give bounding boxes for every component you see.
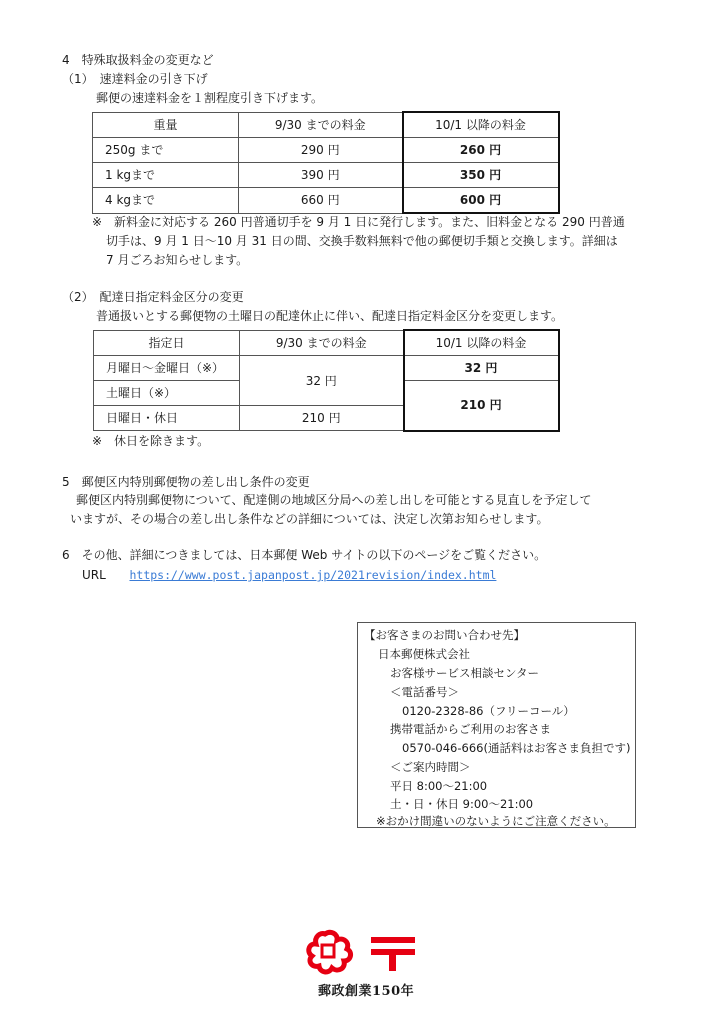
phone-free: 0120-2328-86（フリーコール）	[402, 704, 575, 718]
weight-cell: 250g まで	[93, 138, 239, 163]
hours-weekday: 平日 8:00～21:00	[390, 779, 488, 793]
weight-cell: 4 kgまで	[93, 188, 239, 214]
phone-label: ＜電話番号＞	[390, 685, 459, 699]
new-fee-cell: 210 円	[404, 381, 559, 431]
table-row	[93, 163, 559, 188]
table-row	[93, 188, 559, 214]
subsection-1-title: （1） 速達料金の引き下げ	[62, 72, 208, 86]
header-old-fee: 9/30 までの料金	[240, 330, 404, 356]
subsection-2-title: （2） 配達日指定料金区分の変更	[62, 290, 244, 304]
section-5-text-line-2: いますが、その場合の差し出し条件などの詳細については、決定し次第お知らせします。	[70, 512, 549, 526]
new-fee-cell: 600 円	[403, 188, 559, 214]
header-weight: 重量	[93, 112, 239, 138]
plum-blossom-icon	[309, 932, 351, 972]
postal-mark-icon	[371, 937, 415, 971]
weight-cell: 1 kgまで	[93, 163, 239, 188]
caution-note: ※おかけ間違いのないようにご注意ください。	[376, 814, 616, 828]
old-fee-cell: 660 円	[239, 188, 403, 214]
old-fee-cell: 32 円	[240, 356, 404, 406]
mobile-label: 携帯電話からご利用のお客さま	[390, 722, 551, 736]
revision-page-link[interactable]: https://www.post.japanpost.jp/2021revision/index.html	[129, 568, 497, 582]
stamp-note-line-2: 切手は、9 月 1 日～10 月 31 日の間、交換手数料無料で他の郵便切手類と交換します。詳細は	[106, 234, 618, 248]
url-row	[82, 566, 496, 584]
section-6-title: 6 その他、詳細につきましては、日本郵便 Web サイトの以下のページをご覧ください。	[62, 548, 547, 562]
table-header-row	[94, 330, 559, 356]
day-cell: 日曜日・休日	[94, 406, 240, 431]
subsection-1-text: 郵便の速達料金を１割程度引き下げます。	[96, 91, 324, 105]
header-new-fee: 10/1 以降の料金	[404, 330, 559, 356]
contact-heading: 【お客さまのお問い合わせ先】	[364, 628, 525, 642]
old-fee-cell: 390 円	[239, 163, 403, 188]
section-5-title: 5 郵便区内特別郵便物の差し出し条件の変更	[62, 475, 310, 489]
new-fee-cell: 260 円	[403, 138, 559, 163]
subsection-2-text: 普通扱いとする郵便物の土曜日の配達休止に伴い、配達日指定料金区分を変更します。	[96, 309, 564, 323]
new-fee-cell: 350 円	[403, 163, 559, 188]
phone-mobile: 0570-046-666(通話料はお客さま負担です)	[402, 741, 631, 755]
new-fee-cell: 32 円	[404, 356, 559, 381]
table-row	[93, 138, 559, 163]
table-row	[94, 356, 559, 381]
anniversary-caption: 郵政創業150年	[318, 984, 415, 999]
header-new-fee: 10/1 以降の料金	[403, 112, 559, 138]
header-day: 指定日	[94, 330, 240, 356]
section-5-text-line-1: 郵便区内特別郵便物について、配達側の地域区分局への差し出しを可能とする見直しを予定して	[76, 493, 592, 507]
day-cell: 土曜日（※）	[94, 381, 240, 406]
header-old-fee: 9/30 までの料金	[239, 112, 403, 138]
stamp-note-line-3: 7 月ごろお知らせします。	[106, 253, 249, 267]
table-header-row	[93, 112, 559, 138]
url-label: URL	[82, 568, 106, 582]
contact-company: 日本郵便株式会社	[378, 647, 470, 661]
contact-center: お客様サービス相談センター	[390, 666, 540, 680]
old-fee-cell: 290 円	[239, 138, 403, 163]
holiday-note: ※ 休日を除きます。	[92, 434, 210, 448]
contact-info-box	[357, 622, 636, 828]
stamp-note-line-1: ※ 新料金に対応する 260 円普通切手を 9 月 1 日に発行します。また、旧料金となる 290 円普通	[92, 215, 625, 229]
express-fee-table	[92, 111, 560, 214]
section-4-title: 4 特殊取扱料金の変更など	[62, 53, 214, 67]
old-fee-cell: 210 円	[240, 406, 404, 431]
delivery-date-fee-table	[93, 329, 560, 432]
hours-label: ＜ご案内時間＞	[390, 760, 471, 774]
day-cell: 月曜日～金曜日（※）	[94, 356, 240, 381]
hours-weekend: 土・日・休日 9:00～21:00	[390, 797, 534, 811]
